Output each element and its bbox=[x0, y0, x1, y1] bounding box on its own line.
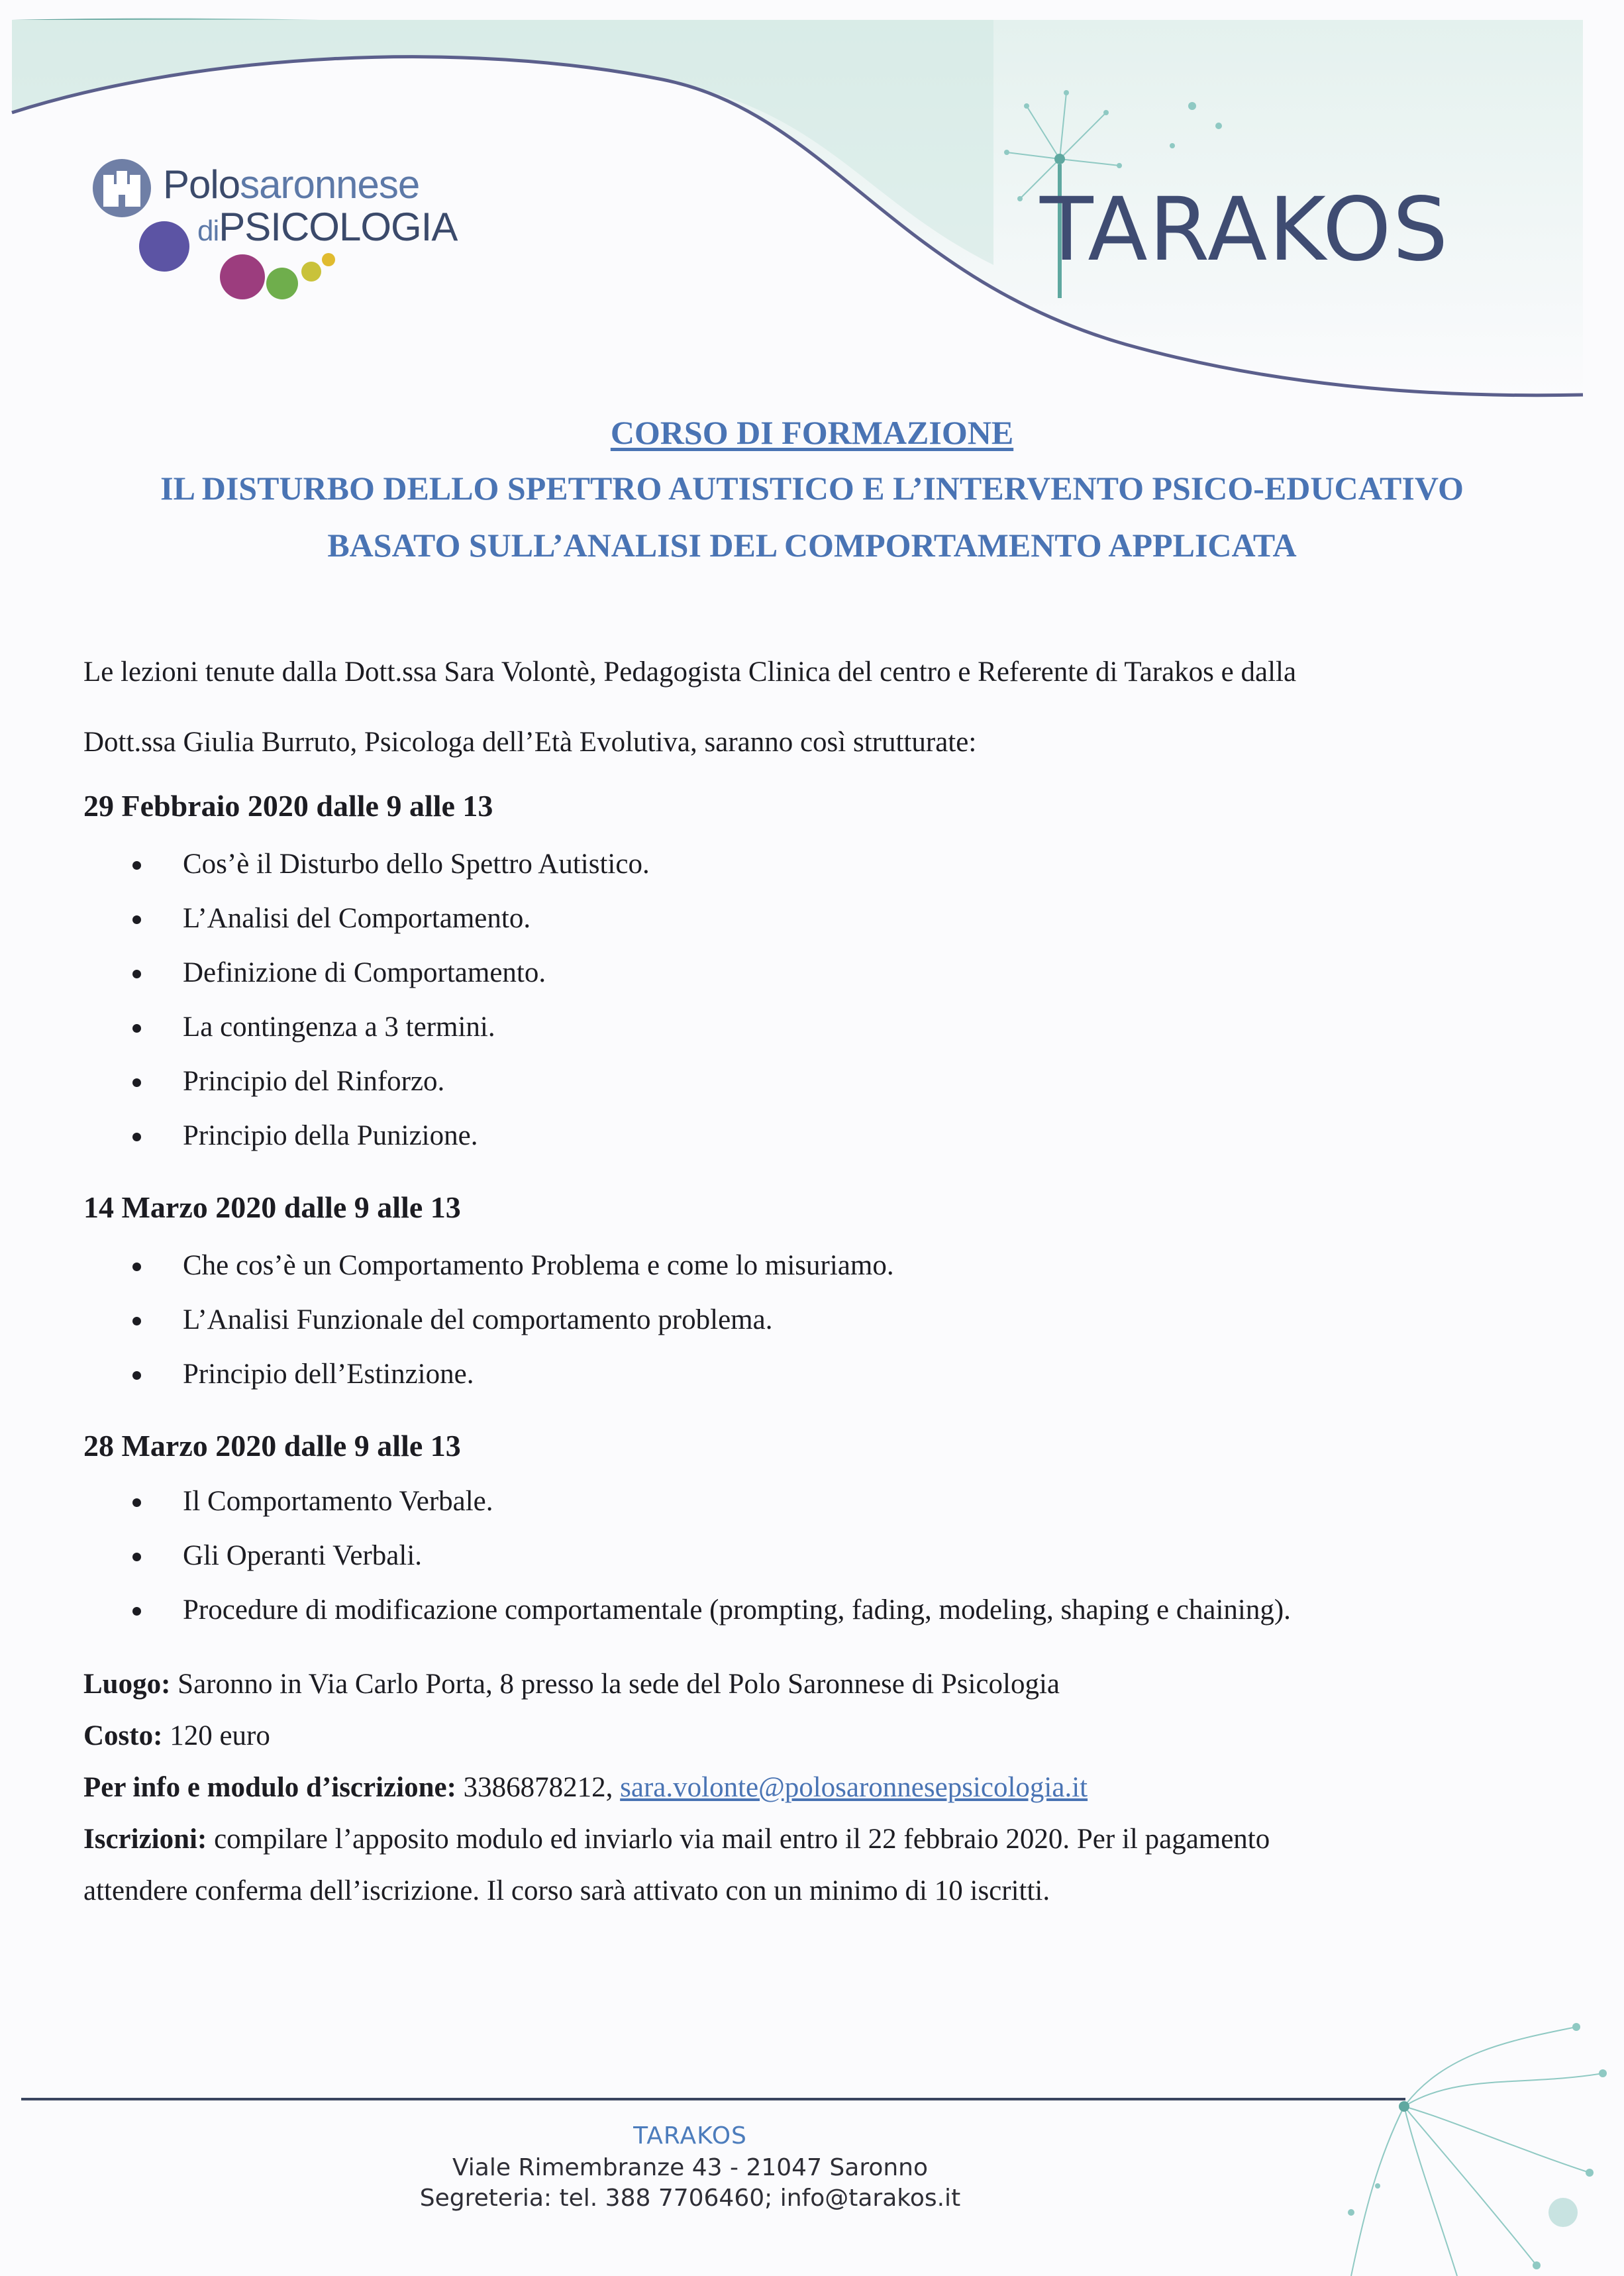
list-item: Il Comportamento Verbale. bbox=[126, 1474, 1291, 1529]
footer-divider bbox=[21, 2098, 1405, 2100]
session-1-topics bbox=[126, 837, 650, 1163]
logo-word-psicologia: PSICOLOGIA bbox=[219, 205, 458, 249]
location-label: Luogo: bbox=[83, 1669, 171, 1700]
list-item: Procedure di modificazione comportamentale (prompting, fading, modeling, shaping e chaining). bbox=[126, 1583, 1291, 1637]
logo-word-di: di bbox=[197, 215, 219, 247]
list-item: Principio del Rinforzo. bbox=[126, 1055, 650, 1109]
contact-email-link[interactable]: sara.volonte@polosaronnesepsicologia.it bbox=[620, 1772, 1088, 1803]
registration-text: compilare l’apposito modulo ed inviarlo via mail entro il 22 febbraio 2020. Per il pagamento bbox=[214, 1824, 1270, 1855]
list-item: La contingenza a 3 termini. bbox=[126, 1000, 650, 1055]
session-3-topics bbox=[126, 1474, 1291, 1637]
colored-dots-icon bbox=[125, 219, 403, 305]
contact-label: Per info e modulo d’iscrizione: bbox=[83, 1772, 456, 1803]
footer-contacts: Segreteria: tel. 388 7706460; info@tarakos.it bbox=[419, 2185, 961, 2212]
intro-line-2: Dott.ssa Giulia Burruto, Psicologa dell’Età Evolutiva, saranno così strutturate: bbox=[83, 727, 977, 758]
cost-value: 120 euro bbox=[170, 1720, 270, 1751]
cost-label: Costo: bbox=[83, 1720, 163, 1751]
list-item: Che cos’è un Comportamento Problema e come lo misuriamo. bbox=[126, 1239, 894, 1293]
contact-phone: 3386878212, bbox=[463, 1772, 613, 1803]
registration-line-1 bbox=[83, 1823, 1270, 1855]
session-1-date: 29 Febbraio 2020 dalle 9 alle 13 bbox=[83, 789, 493, 823]
registration-label: Iscrizioni: bbox=[83, 1824, 207, 1855]
logo-word-saronnese: saronnese bbox=[240, 162, 420, 207]
course-title-line2: BASATO SULL’ANALISI DEL COMPORTAMENTO APPLICATA bbox=[327, 527, 1297, 564]
tarakos-logo-text: TARAKOS bbox=[1040, 179, 1450, 281]
polo-saronnese-logo bbox=[85, 152, 456, 305]
course-type-heading: CORSO DI FORMAZIONE bbox=[610, 414, 1014, 451]
list-item: Principio della Punizione. bbox=[126, 1109, 650, 1163]
footer-name: TARAKOS bbox=[633, 2122, 747, 2149]
course-title-line1: IL DISTURBO DELLO SPETTRO AUTISTICO E L’INTERVENTO PSICO-EDUCATIVO bbox=[160, 470, 1464, 507]
list-item: Definizione di Comportamento. bbox=[126, 946, 650, 1000]
tarakos-logo bbox=[967, 79, 1497, 318]
intro-line-1: Le lezioni tenute dalla Dott.ssa Sara Volontè, Pedagogista Clinica del centro e Referente di Tarakos e dalla bbox=[83, 656, 1297, 688]
footer-address: Viale Rimembranze 43 - 21047 Saronno bbox=[452, 2154, 929, 2181]
session-3-date: 28 Marzo 2020 dalle 9 alle 13 bbox=[83, 1429, 461, 1463]
contact-line bbox=[83, 1771, 1088, 1804]
cost-line bbox=[83, 1720, 270, 1752]
castle-icon bbox=[91, 158, 152, 219]
registration-line-2: attendere conferma dell’iscrizione. Il corso sarà attivato con un minimo di 10 iscritti. bbox=[83, 1875, 1050, 1906]
location-line bbox=[83, 1668, 1060, 1700]
list-item: L’Analisi del Comportamento. bbox=[126, 892, 650, 946]
location-value: Saronno in Via Carlo Porta, 8 presso la sede del Polo Saronnese di Psicologia bbox=[178, 1669, 1060, 1700]
list-item: Principio dell’Estinzione. bbox=[126, 1347, 894, 1402]
session-2-topics bbox=[126, 1239, 894, 1402]
logo-word-polosaronnese bbox=[163, 162, 419, 207]
list-item: Gli Operanti Verbali. bbox=[126, 1529, 1291, 1583]
footer-dandelion-icon bbox=[1338, 2014, 1616, 2276]
list-item: Cos’è il Disturbo dello Spettro Autistico. bbox=[126, 837, 650, 892]
session-2-date: 14 Marzo 2020 dalle 9 alle 13 bbox=[83, 1190, 461, 1224]
logo-word-polo: Polo bbox=[163, 162, 240, 207]
list-item: L’Analisi Funzionale del comportamento problema. bbox=[126, 1293, 894, 1347]
